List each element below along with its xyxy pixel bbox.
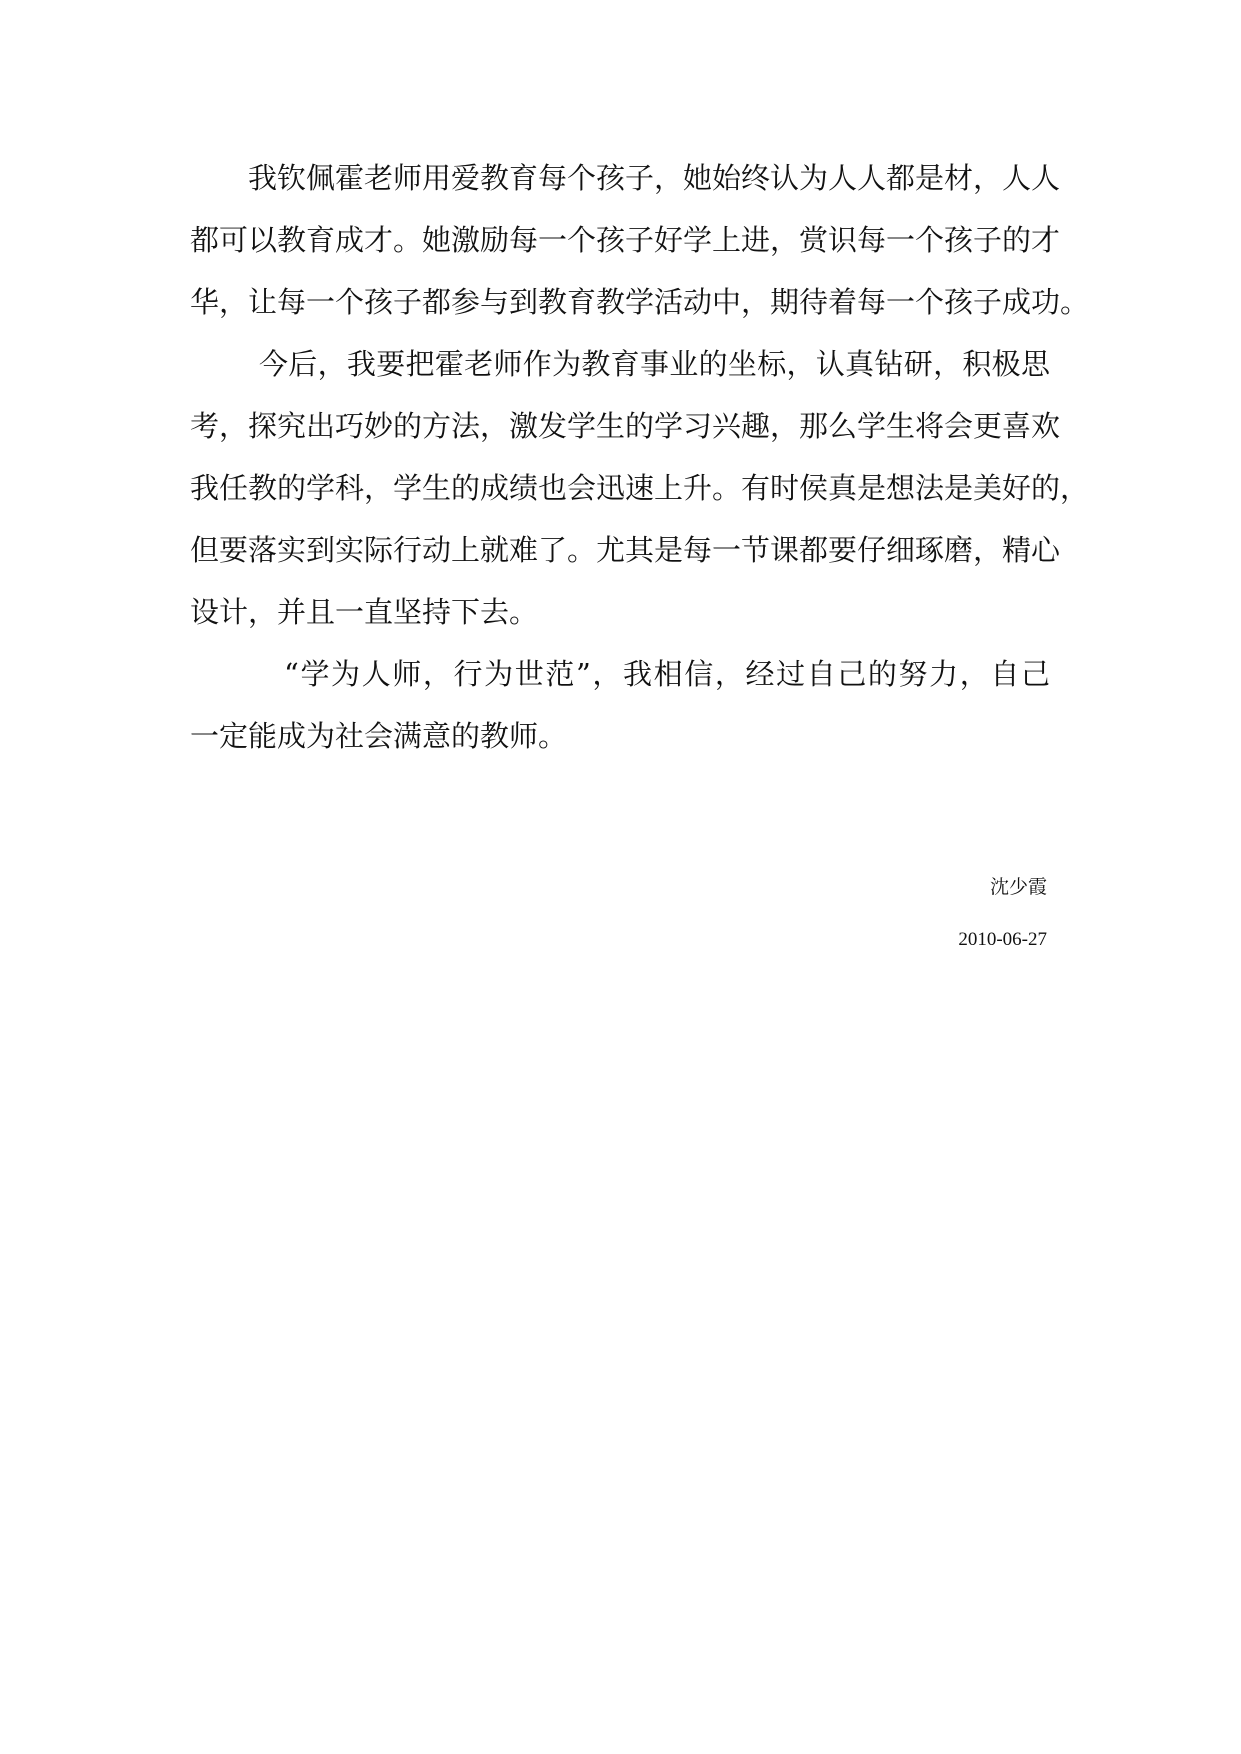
paragraph-1-line-1: 我钦佩霍老师用爱教育每个孩子，她始终认为人人都是材，人人: [248, 161, 1061, 195]
paragraph-2-line-5: 设计，并且一直坚持下去。: [190, 595, 539, 629]
paragraph-3-line-2: 一定能成为社会满意的教师。: [190, 719, 568, 753]
paragraph-2-line-1: 今后，我要把霍老师作为教育事业的坐标，认真钻研，积极思: [259, 347, 1050, 381]
paragraph-3-line-1: “学为人师，行为世范”，我相信，经过自己的努力，自己: [284, 657, 1050, 691]
paragraph-2-line-4: 但要落实到实际行动上就难了。尤其是每一节课都要仔细琢磨，精心: [190, 533, 1061, 567]
paragraph-1-line-2: 都可以教育成才。她激励每一个孩子好学上进，赏识每一个孩子的才: [190, 223, 1061, 257]
paragraph-1-line-3: 华，让每一个孩子都参与到教育教学活动中，期待着每一个孩子成功。: [190, 285, 1090, 319]
paragraph-2-line-3: 我任教的学科，学生的成绩也会迅速上升。有时侯真是想法是美好的，: [190, 471, 1090, 505]
document-date: 2010-06-27: [958, 929, 1047, 950]
author-signature: 沈少霞: [989, 876, 1047, 898]
paragraph-2-line-2: 考，探究出巧妙的方法，激发学生的学习兴趣，那么学生将会更喜欢: [190, 409, 1061, 443]
